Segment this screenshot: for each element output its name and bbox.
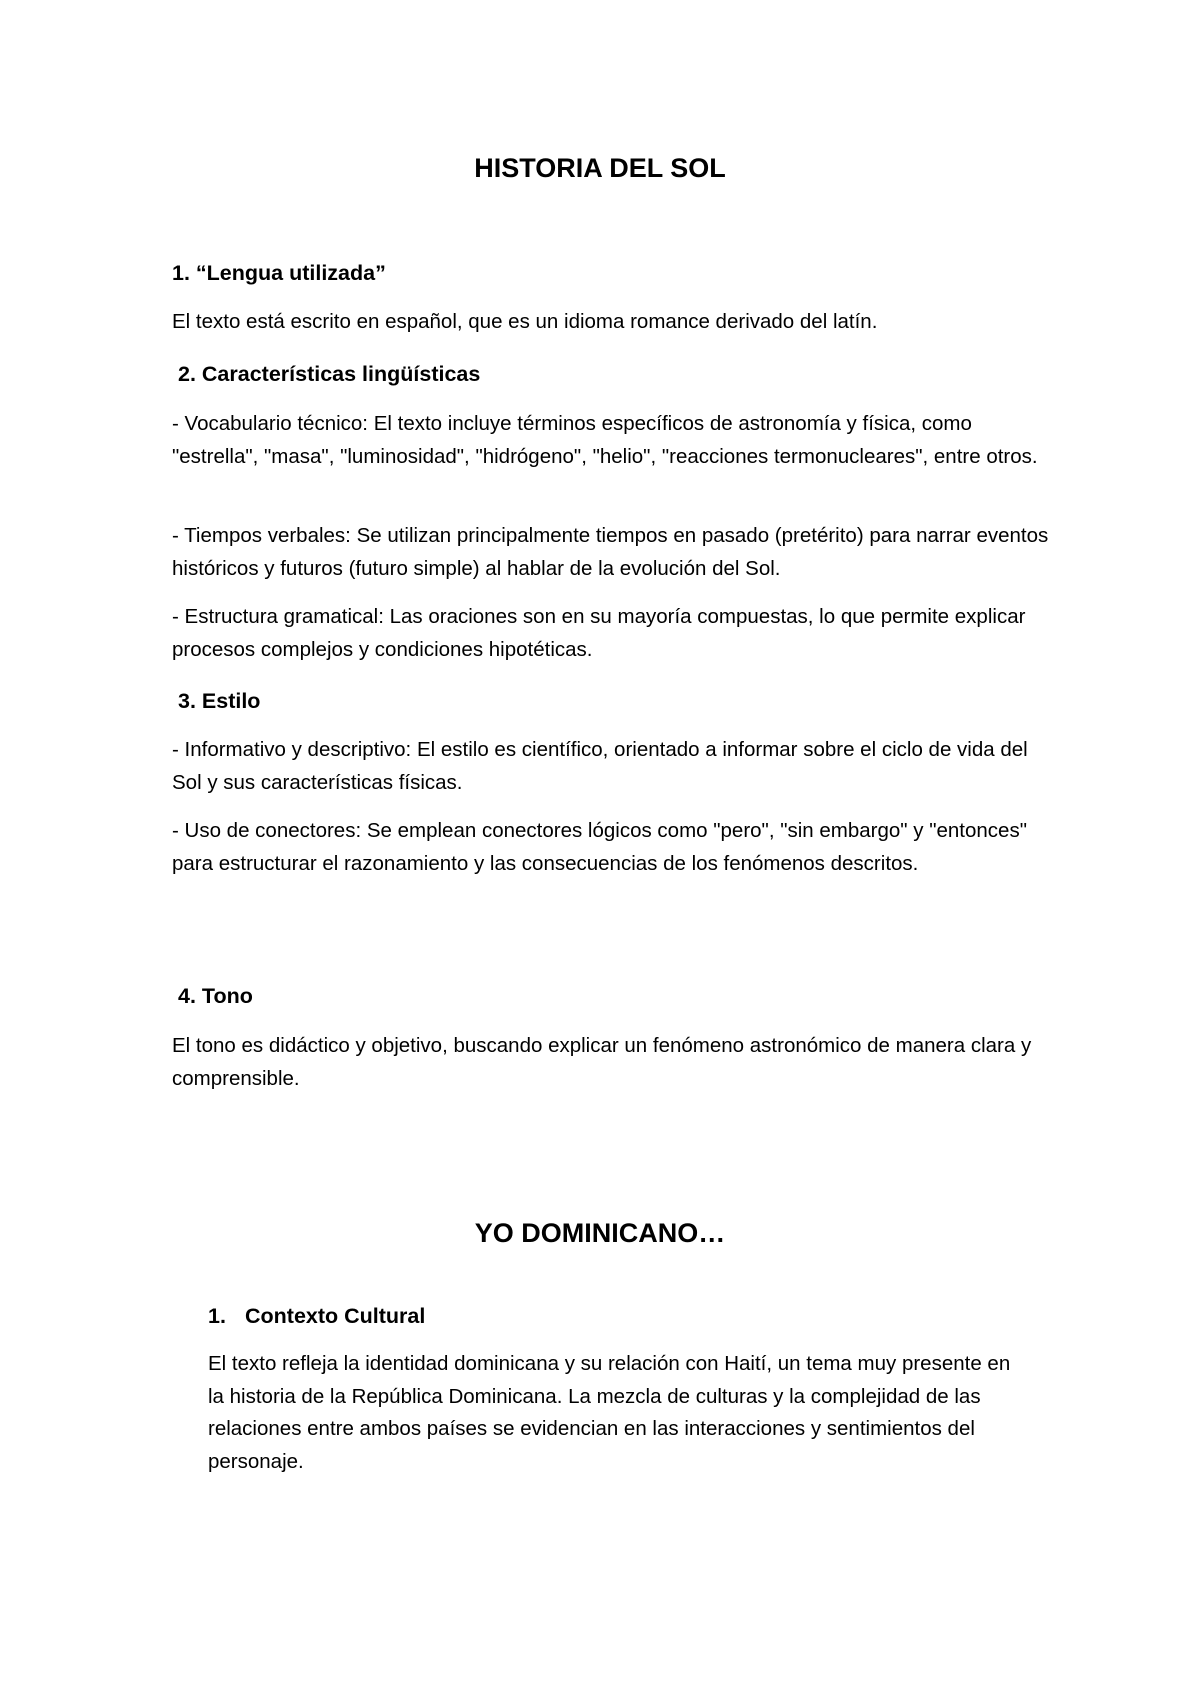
paragraph-tone: El tono es didáctico y objetivo, buscando explicar un fenómeno astronómico de manera clara y comprensible. [172, 1034, 1032, 1090]
paragraph-language: El texto está escrito en español, que es un idioma romance derivado del latín. [172, 310, 878, 333]
section-heading-linguistic-features: 2. Características lingüísticas [178, 362, 481, 386]
numbered-heading-cultural-context [208, 1302, 425, 1330]
paragraph-connectors: - Uso de conectores: Se emplean conectores lógicos como "pero", "sin embargo" y "entonces" para estructurar el razonamiento y las consecuencias de los fenómenos descritos. [172, 819, 1027, 875]
document-title: HISTORIA DEL SOL [474, 153, 726, 183]
paragraph-grammatical-structure: - Estructura gramatical: Las oraciones son en su mayoría compuestas, lo que permite explicar procesos complejos y condiciones hipotéticas. [172, 605, 1026, 661]
section-heading-style: 3. Estilo [178, 689, 261, 713]
section-heading-language: 1. “Lengua utilizada” [172, 261, 386, 285]
paragraph-technical-vocabulary: - Vocabulario técnico: El texto incluye términos específicos de astronomía y física, como "estrella", "masa", "luminosidad", "hidrógeno", "helio", "reacciones termonucleares", entre otros. [172, 412, 1038, 468]
paragraph-informative-style: - Informativo y descriptivo: El estilo es científico, orientado a informar sobre el ciclo de vida del Sol y sus características físicas. [172, 738, 1028, 794]
paragraph-cultural-context: El texto refleja la identidad dominicana y su relación con Haití, un tema muy presente en la historia de la República Dominicana. La mezcla de culturas y la complejidad de las relaciones entre ambos países se evidencian en las interacciones y sentimientos del personaje. [208, 1352, 1011, 1473]
paragraph-verb-tenses: - Tiempos verbales: Se utilizan principalmente tiempos en pasado (pretérito) para narrar eventos históricos y futuros (futuro simple) al hablar de la evolución del Sol. [172, 524, 1049, 580]
second-document-title: YO DOMINICANO… [474, 1218, 726, 1248]
list-number: 1. [208, 1304, 226, 1328]
section-heading-tone: 4. Tono [178, 984, 253, 1008]
heading-text: Contexto Cultural [245, 1304, 426, 1328]
